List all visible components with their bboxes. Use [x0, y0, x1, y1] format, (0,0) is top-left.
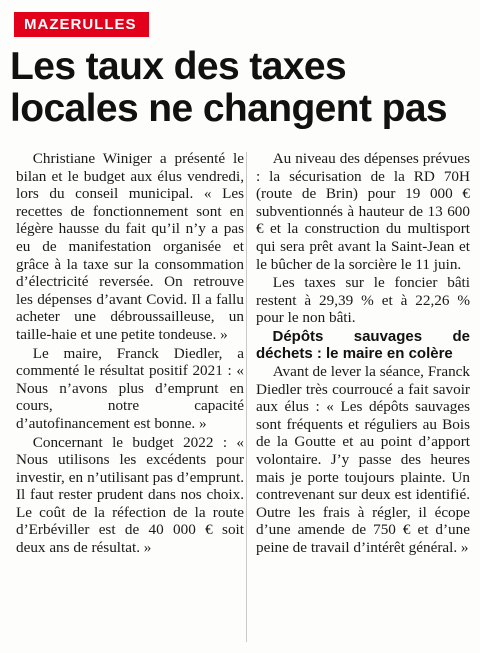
right-column [256, 150, 470, 556]
left-column [16, 150, 244, 557]
paragraph-budget-intro: Christiane Winiger a présenté le bilan et le budget aux élus vendredi, lors du conseil municipal. « Les recettes de fonctionnement sont en légère hausse du fait qu’il n’y a pas eu de manifestation organisée et grâce à la taxe sur la consommation d’électricité reversée. On retrouve les dépenses d’avant Covid. Il a fallu acheter une débroussailleuse, un taille-haie et une petite tondeuse. » [16, 150, 244, 343]
section-tag: MAZERULLES [14, 12, 149, 37]
paragraph-mayor-result: Le maire, Franck Diedler, a commenté le résultat positif 2021 : « Nous n’avons plus d’emprunt en cours, notre capacité d’autofinancement est bonne. » [16, 344, 244, 432]
paragraph-illegal-dumping: Avant de lever la séance, Franck Diedler très courroucé a fait savoir aux élus : « Les dépôts sauvages sont fréquents et réguliers au Bois de la Goutte et au point d’apport volontaire. J’y passe des heures mais je porte toujours plainte. Un contrevenant sur deux est identifié. Outre les frais à régler, il écope d’une amende de 750 € et d’une peine de travail d’intérêt général. » [256, 362, 470, 556]
paragraph-budget-2022: Concernant le budget 2022 : « Nous utilisons les excédents pour investir, en n’utilisant pas d’emprunt. Il faut rester prudent dans nos choix. Le coût de la réfection de la route d’Erbéviller est de 40 000 € soit deux ans de résultat. » [16, 433, 244, 557]
headline: Les taux des taxes locales ne changent pas [10, 45, 448, 130]
column-divider [246, 152, 247, 642]
paragraph-planned-spending: Au niveau des dépenses prévues : la sécurisation de la RD 70H (route de Brin) pour 19 000 € subventionnés à hauteur de 13 600 € et la construction du multisport qui sera prêt avant la Saint-Jean et le bûcher de la sorcière le 11 juin. [256, 150, 470, 273]
subheading-waste: Dépôts sauvages de déchets : le maire en colère [256, 327, 470, 362]
paragraph-tax-rates: Les taxes sur le foncier bâti restent à 29,39 % et à 22,26 % pour le non bâti. [256, 274, 470, 327]
